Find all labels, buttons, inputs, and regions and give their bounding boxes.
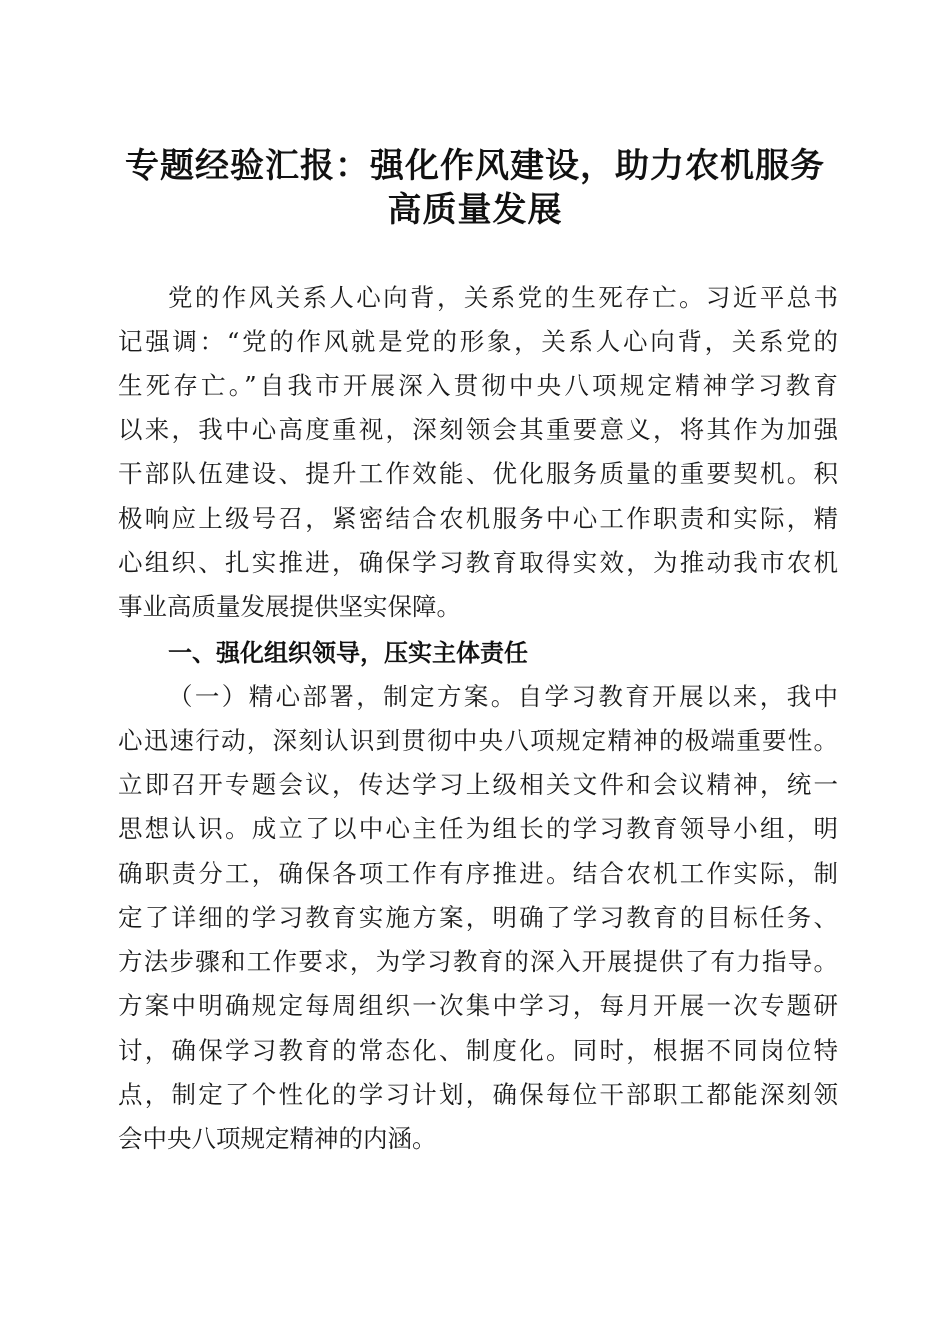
paragraph-2-line-7: 方法步骤和工作要求，为学习教育的深入开展提供了有力指导。 (118, 947, 838, 976)
document-title-line-1: 专题经验汇报：强化作风建设，助力农机服务 (125, 146, 825, 186)
paragraph-1-line-1: 党的作风关系人心向背，关系党的生死存亡。习近平总书 (168, 283, 838, 312)
paragraph-1-line-7: 心组织、扎实推进，确保学习教育取得实效，为推动我市农机 (118, 548, 838, 577)
paragraph-2-line-4: 思想认识。成立了以中心主任为组长的学习教育领导小组，明 (118, 814, 838, 843)
paragraph-1-line-4: 以来，我中心高度重视，深刻领会其重要意义，将其作为加强 (118, 415, 838, 444)
paragraph-2-line-6: 定了详细的学习教育实施方案，明确了学习教育的目标任务、 (118, 903, 838, 932)
paragraph-2-line-11: 会中央八项规定精神的内涵。 (118, 1124, 437, 1153)
paragraph-2-line-1: （一）精心部署，制定方案。自学习教育开展以来，我中 (168, 682, 838, 711)
paragraph-1-line-8: 事业高质量发展提供坚实保障。 (118, 592, 461, 621)
paragraph-2-line-2: 心迅速行动，深刻认识到贯彻中央八项规定精神的极端重要性。 (118, 726, 838, 755)
paragraph-2-line-3: 立即召开专题会议，传达学习上级相关文件和会议精神，统一 (118, 770, 838, 799)
document-title-line-2: 高质量发展 (387, 190, 563, 230)
paragraph-1-line-2: 记强调：“党的作风就是党的形象，关系人心向背，关系党的 (118, 327, 838, 356)
paragraph-1-line-3: 生死存亡。”自我市开展深入贯彻中央八项规定精神学习教育 (118, 371, 838, 400)
paragraph-2-line-10: 点，制定了个性化的学习计划，确保每位干部职工都能深刻领 (118, 1080, 838, 1109)
paragraph-1-line-5: 干部队伍建设、提升工作效能、优化服务质量的重要契机。积 (118, 459, 838, 488)
paragraph-2-line-8: 方案中明确规定每周组织一次集中学习，每月开展一次专题研 (118, 991, 838, 1020)
section-1-heading: 一、强化组织领导，压实主体责任 (168, 639, 528, 667)
paragraph-1-line-6: 极响应上级号召，紧密结合农机服务中心工作职责和实际，精 (118, 504, 838, 533)
paragraph-2-line-5: 确职责分工，确保各项工作有序推进。结合农机工作实际，制 (118, 859, 838, 888)
paragraph-2-line-9: 讨，确保学习教育的常态化、制度化。同时，根据不同岗位特 (118, 1036, 838, 1065)
